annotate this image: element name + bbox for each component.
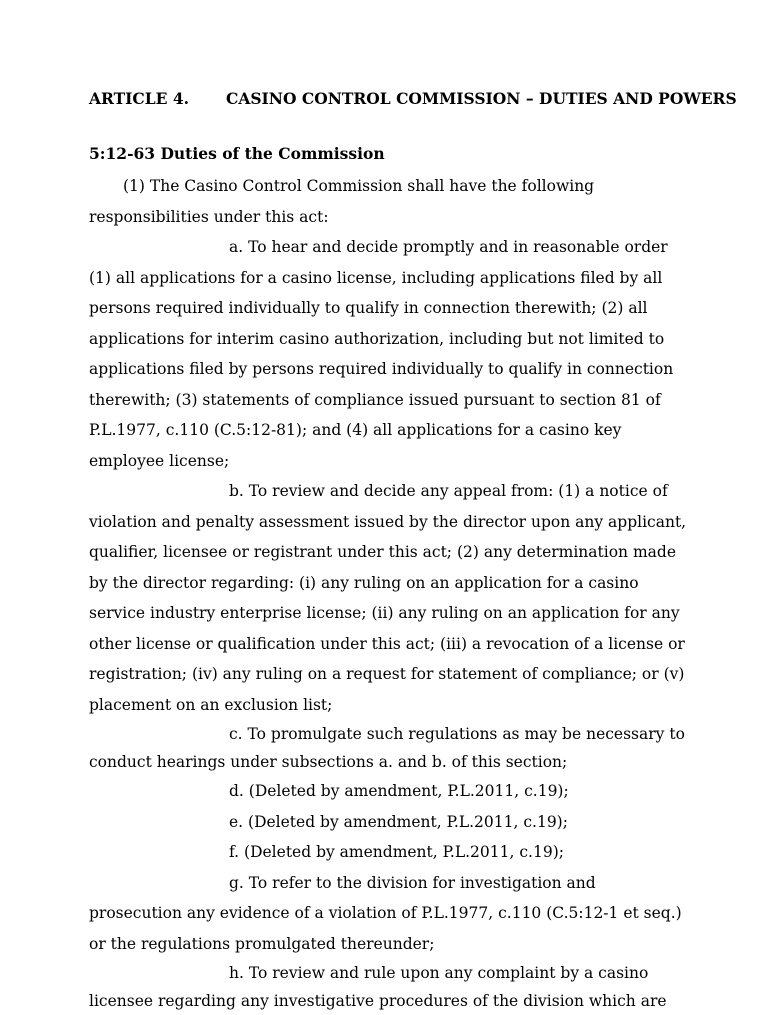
paragraph-f: f. (Deleted by amendment, P.L.2011, c.19); (229, 843, 564, 861)
paragraph-h: h. To review and rule upon any complaint by a casino licensee regarding any investigative procedures of the division which are (89, 964, 667, 1010)
paragraph-c: c. To promulgate such regulations as may be necessary to conduct hearings under subsections a. and b. of this section; (89, 725, 685, 771)
paragraph-b: b. To review and decide any appeal from: (1) a notice of violation and penalty assessment issued by the director upon any applicant, qualifier, licensee or registrant under this act; (2) any determination made by the director regarding: (i) any ruling on an application for a casino service industry enterprise license; (ii) any ruling on an application for any other license or qualification under this act; (iii) a revocation of a license or registration; (iv) any ruling on a request for statement of compliance; or (v) placement on an exclusion list; (89, 482, 687, 714)
paragraph-d: d. (Deleted by amendment, P.L.2011, c.19); (229, 782, 569, 800)
section-heading: 5:12-63 Duties of the Commission (89, 144, 385, 163)
paragraph-e: e. (Deleted by amendment, P.L.2011, c.19); (229, 812, 568, 831)
paragraph-g: g. To refer to the division for investigation and prosecution any evidence of a violation of P.L.1977, c.110 (C.5:12-1 et seq.) or the regulations promulgated thereunder; (89, 873, 682, 953)
section-body (89, 171, 689, 1015)
article-number: ARTICLE 4. (89, 89, 190, 108)
paragraph-a: a. To hear and decide promptly and in reasonable order (1) all applications for a casino license, including applications filed by all persons required individually to qualify in connection therewith; (2) all applications for interim casino authorization, including but not limited to applications filed by persons required individually to qualify in connection therewith; (3) statements of compliance issued pursuant to section 81 of P.L.1977, c.110 (C.5:12-81); and (4) all applications for a casino key employee license; (89, 238, 674, 470)
paragraph-intro: (1) The Casino Control Commission shall have the following responsibilities under this act: (89, 177, 595, 226)
article-title: CASINO CONTROL COMMISSION – DUTIES AND POWERS (226, 89, 737, 108)
